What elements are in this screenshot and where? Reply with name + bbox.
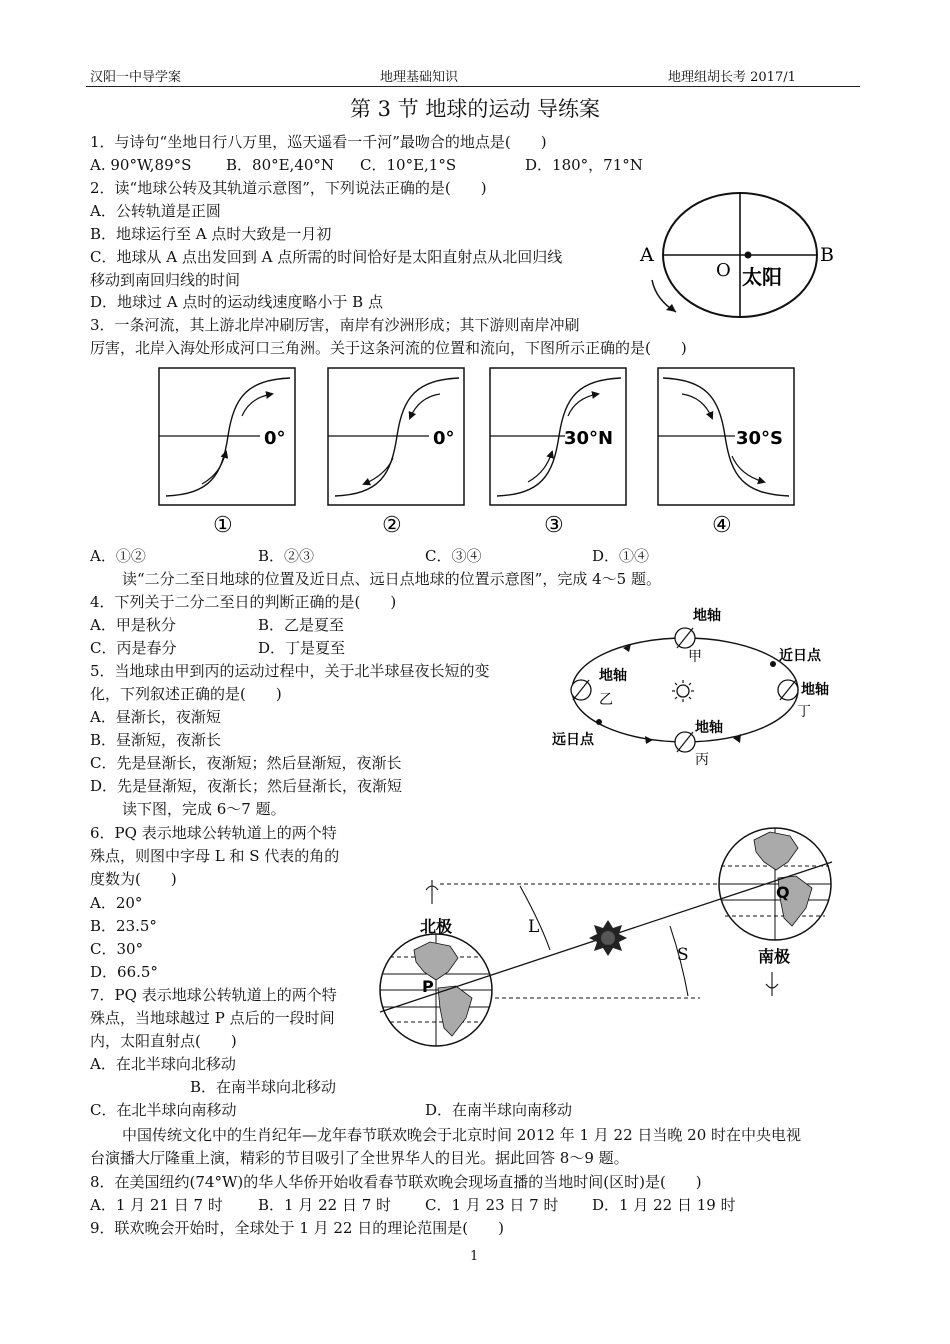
q1-option-a: A. 90°W,89°S (90, 156, 192, 174)
pq-figure (370, 822, 840, 1062)
q1-option-c: C．10°E,1°S (360, 156, 457, 174)
earth-jia (675, 628, 695, 648)
q3-stem-line2: 厉害，北岸入海处形成河口三角洲。关于这条河流的位置和流向，下图所示正确的是( ) (90, 339, 687, 357)
q4-option-c: C．丙是春分 (90, 639, 177, 657)
q6-stem-line2: 殊点，则图中字母 L 和 S 代表的角的 (90, 847, 340, 865)
label-north-pole: 北极 (420, 917, 453, 936)
sun-dot (745, 252, 752, 259)
earth-yi (571, 680, 591, 700)
panel-4-latitude: 30°S (736, 428, 784, 449)
revolution-orbit-figure (632, 188, 847, 323)
axis-label-ding: 地轴 (801, 682, 829, 698)
solstice-orbit-figure (545, 598, 845, 776)
orbit-arrow-bottom (645, 736, 653, 744)
intro-8-9-line1: 中国传统文化中的生肖纪年—龙年春节联欢晚会于北京时间 2012 年 1 月 22 日当晚 20 时在中央电视 (122, 1126, 802, 1144)
axis-label-jia: 地轴 (693, 608, 721, 624)
panel-3-number: ③ (544, 513, 564, 538)
q5-stem-line1: 5．当地球由甲到丙的运动过程中，关于北半球昼夜长短的变 (90, 662, 490, 680)
q8-option-c: C．1 月 23 日 7 时 (425, 1196, 559, 1214)
q1-option-b: B．80°E,40°N (226, 156, 335, 174)
q6-option-c: C．30° (90, 940, 144, 958)
q8-stem: 8．在美国纽约(74°W)的华人华侨开始收看春节联欢晚会现场直播的当地时间(区时)是( ) (90, 1173, 702, 1191)
label-s: S (677, 945, 689, 965)
q2-option-a: A．公转轨道是正圆 (90, 202, 221, 220)
label-o: O (716, 260, 731, 281)
q7-stem-line3: 内，太阳直射点( ) (90, 1032, 237, 1050)
q5-option-a: A．昼渐长，夜渐短 (90, 708, 221, 726)
globe-p (380, 934, 492, 1046)
axis-label-bing: 地轴 (695, 720, 723, 736)
north-axis-arrow (426, 880, 438, 904)
q6-stem-line3: 度数为( ) (90, 870, 177, 888)
q5-stem-line2: 化，下列叙述正确的是( ) (90, 685, 282, 703)
panel-1-number: ① (213, 513, 233, 538)
q7-option-c: C．在北半球向南移动 (90, 1101, 237, 1119)
q6-stem-line1: 6．PQ 表示地球公转轨道上的两个特 (90, 824, 337, 842)
axis-label-yi: 地轴 (599, 668, 627, 684)
q3-option-c: C．③④ (425, 547, 482, 565)
aphelion-label: 远日点 (552, 732, 594, 748)
header-center: 地理基础知识 (380, 70, 459, 85)
q2-option-c-line1: C．地球从 A 点出发回到 A 点所需的时间恰好是太阳直射点从北回归线 (90, 248, 563, 266)
intro-6-7: 读下图，完成 6～7 题。 (122, 800, 286, 818)
aphelion-dot (596, 719, 602, 725)
q2-option-c-line2: 移动到南回归线的时间 (90, 271, 241, 289)
q7-stem-line2: 殊点，当地球越过 P 点后的一段时间 (90, 1009, 335, 1027)
label-sun: 太阳 (742, 265, 782, 289)
label-south-pole: 南极 (758, 947, 791, 966)
q8-option-a: A．1 月 21 日 7 时 (90, 1196, 223, 1214)
river-panel-1 (159, 368, 295, 538)
q3-option-d: D．①④ (592, 547, 650, 565)
sun-icon (672, 680, 694, 702)
q4-option-a: A．甲是秋分 (90, 616, 176, 634)
q8-option-d: D．1 月 22 日 19 时 (592, 1196, 736, 1214)
q4-option-b: B．乙是夏至 (258, 616, 345, 634)
river-panel-4 (658, 368, 794, 538)
globe-q (719, 828, 831, 940)
page-title: 第 3 节 地球的运动 导练案 (349, 97, 601, 121)
q5-option-b: B．昼渐短，夜渐长 (90, 731, 222, 749)
panel-2-latitude: 0° (433, 428, 455, 449)
header-left: 汉阳一中导学案 (90, 70, 182, 85)
q4-option-d: D．丁是夏至 (258, 639, 346, 657)
label-a: A (640, 244, 654, 266)
q5-option-d: D．先是昼渐短，夜渐长；然后昼渐长，夜渐短 (90, 777, 403, 795)
label-p: P (422, 977, 434, 996)
q3-stem-line1: 3．一条河流，其上游北岸冲刷厉害，南岸有沙洲形成；其下游则南岸冲刷 (90, 316, 580, 334)
q6-option-b: B．23.5° (90, 917, 157, 935)
river-panel-3 (490, 368, 626, 538)
q6-option-a: A．20° (90, 894, 143, 912)
panel-2-number: ② (382, 513, 402, 538)
earth-bing (675, 732, 695, 752)
q7-option-b: B．在南半球向北移动 (190, 1078, 337, 1096)
intro-4-5: 读“二分二至日地球的位置及近日点、远日点地球的位置示意图”，完成 4～5 题。 (122, 570, 661, 588)
perihelion-dot (770, 661, 776, 667)
q3-option-b: B．②③ (258, 547, 315, 565)
panel-1-latitude: 0° (264, 428, 286, 449)
label-ding: 丁 (797, 704, 811, 720)
q5-option-c: C．先是昼渐长，夜渐短；然后昼渐短，夜渐长 (90, 754, 402, 772)
q7-option-d: D．在南半球向南移动 (425, 1101, 573, 1119)
q2-option-d: D．地球过 A 点时的运动线速度略小于 B 点 (90, 293, 383, 311)
earth-ding (778, 680, 798, 700)
label-q: Q (776, 883, 790, 902)
river-panel-2 (328, 368, 464, 538)
header-right: 地理组胡长考 2017/1 (668, 70, 796, 85)
q7-option-a: A．在北半球向北移动 (90, 1055, 236, 1073)
sun-icon (589, 920, 627, 956)
page-number: 1 (470, 1249, 479, 1264)
q2-stem: 2．读“地球公转及其轨道示意图”，下列说法正确的是( ) (90, 179, 487, 197)
q8-option-b: B．1 月 22 日 7 时 (258, 1196, 392, 1214)
label-l: L (528, 917, 540, 937)
label-yi: 乙 (599, 692, 613, 708)
intro-8-9-line2: 台演播大厅隆重上演，精彩的节目吸引了全世界华人的目光。据此回答 8～9 题。 (90, 1149, 629, 1167)
panel-3-latitude: 30°N (564, 428, 614, 449)
q6-option-d: D．66.5° (90, 963, 158, 981)
q7-stem-line1: 7．PQ 表示地球公转轨道上的两个特 (90, 986, 337, 1004)
q9-stem: 9．联欢晚会开始时，全球处于 1 月 22 日的理论范围是( ) (90, 1219, 504, 1237)
orbit-arrow-bottom-right (733, 734, 741, 743)
south-axis-arrow (766, 972, 778, 996)
q1-option-d: D．180°，71°N (525, 156, 643, 174)
label-bing: 丙 (695, 752, 709, 768)
q1-stem: 1．与诗句“坐地日行八万里，巡天遥看一千河”最吻合的地点是( ) (90, 133, 547, 151)
q2-option-b: B．地球运行至 A 点时大致是一月初 (90, 225, 332, 243)
header-rule (86, 86, 860, 87)
label-b: B (820, 244, 834, 266)
panel-4-number: ④ (712, 513, 732, 538)
label-jia: 甲 (688, 649, 702, 665)
orbit-ellipse (572, 638, 798, 742)
perihelion-label: 近日点 (779, 648, 821, 664)
river-panels-figure (150, 364, 840, 544)
q4-stem: 4．下列关于二分二至日的判断正确的是( ) (90, 593, 397, 611)
q3-option-a: A．①② (90, 547, 146, 565)
